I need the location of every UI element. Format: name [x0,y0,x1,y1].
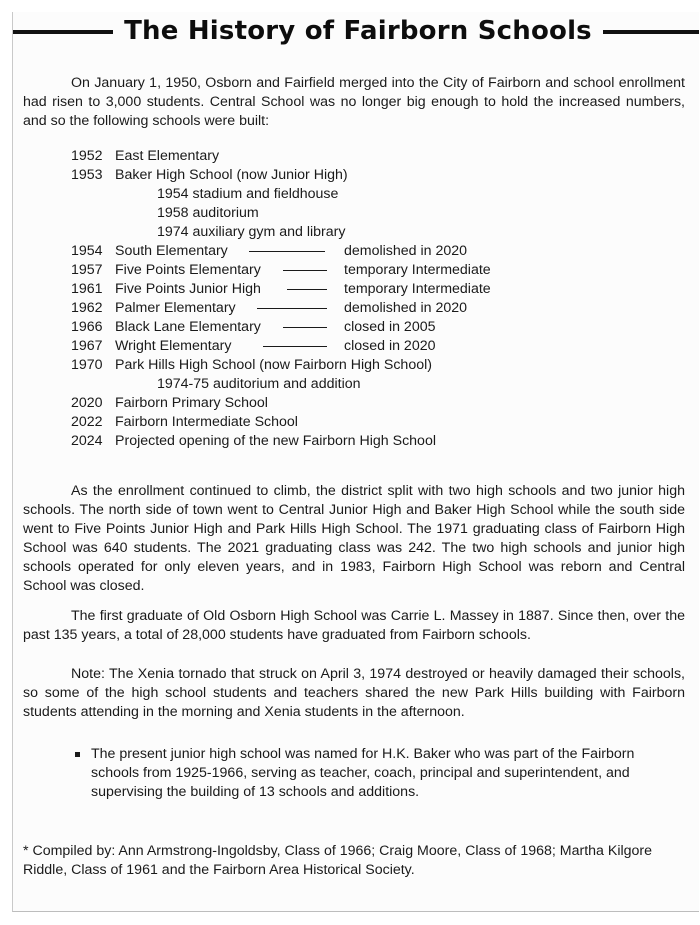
timeline-school: Palmer Elementary [115,300,236,316]
timeline-year: 1970 [71,357,103,373]
timeline-status: demolished in 2020 [344,243,468,259]
timeline-row [71,413,671,432]
timeline-row [71,432,671,451]
timeline-year: 1967 [71,338,103,354]
timeline-addition: 1954 stadium and fieldhouse [157,186,339,202]
timeline-row [71,375,671,394]
timeline-status: temporary Intermediate [344,281,491,297]
timeline-year: 2020 [71,395,103,411]
title-rule-right [603,30,699,34]
tornado-note-paragraph: Note: The Xenia tornado that struck on April 3, 1974 destroyed or heavily damaged their schools, so some of the high school students and teachers shared the new Park Hills building with Fairborn students attending in the morning and Xenia students in the afternoon. [23,666,685,720]
compiled-by-credits: * Compiled by: Ann Armstrong-Ingoldsby, Class of 1966; Craig Moore, Class of 1968; Martha Kilgore Riddle, Class of 1961 and the Fairborn Area Historical Society. [23,843,653,878]
timeline-status: closed in 2020 [344,338,436,354]
timeline-row [71,261,671,280]
title-rule-left [13,30,113,34]
school-timeline [71,147,671,451]
leader-line [257,308,327,309]
timeline-school: Baker High School (now Junior High) [115,167,348,183]
timeline-school: Black Lane Elementary [115,319,261,335]
timeline-school: Five Points Junior High [115,281,261,297]
bullet-marker [75,752,80,757]
timeline-row [71,166,671,185]
timeline-row [71,299,671,318]
leader-line [287,289,327,290]
timeline-school: Fairborn Intermediate School [115,414,298,430]
leader-line [283,327,327,328]
leader-line [249,251,325,252]
timeline-row [71,318,671,337]
timeline-status: demolished in 2020 [344,300,468,316]
timeline-status: temporary Intermediate [344,262,491,278]
timeline-addition: 1958 auditorium [157,205,259,221]
timeline-year: 1954 [71,243,103,259]
timeline-row [71,356,671,375]
title-row [13,12,699,52]
timeline-row [71,147,671,166]
timeline-year: 1953 [71,167,103,183]
timeline-row [71,204,671,223]
timeline-row [71,394,671,413]
timeline-year: 1962 [71,300,103,316]
timeline-school: Fairborn Primary School [115,395,268,411]
timeline-year: 2022 [71,414,103,430]
enrollment-paragraph: As the enrollment continued to climb, the district split with two high schools and two junior high schools. The north side of town went to Central Junior High and Baker High School while the south side went to Five Points Junior High and Park Hills High School. The 1971 graduating class of Fairborn High School was 640 students. The 2021 graduating class was 242. The two high schools and junior high schools operated for only eleven years, and in 1983, Fairborn High School was reborn and Central School was closed. [23,483,685,594]
page-title: The History of Fairborn Schools [124,16,592,46]
leader-line [283,270,327,271]
document-page [12,12,699,912]
timeline-addition: 1974-75 auditorium and addition [157,376,361,392]
timeline-year: 2024 [71,433,103,449]
timeline-year: 1957 [71,262,103,278]
timeline-addition: 1974 auxiliary gym and library [157,224,346,240]
timeline-year: 1961 [71,281,103,297]
timeline-row [71,242,671,261]
timeline-row [71,185,671,204]
timeline-school: South Elementary [115,243,228,259]
first-graduate-paragraph: The first graduate of Old Osborn High School was Carrie L. Massey in 1887. Since then, over the past 135 years, a total of 28,000 students have graduated from Fairborn schools. [23,608,685,643]
timeline-school: Five Points Elementary [115,262,261,278]
timeline-school: Wright Elementary [115,338,232,354]
timeline-school: Projected opening of the new Fairborn High School [115,433,436,449]
intro-paragraph: On January 1, 1950, Osborn and Fairfield merged into the City of Fairborn and school enrollment had risen to 3,000 students. Central School was no longer big enough to hold the increased numbers, and so the following schools were built: [23,75,685,129]
timeline-year: 1952 [71,148,103,164]
leader-line [263,346,327,347]
bullet-text: The present junior high school was named for H.K. Baker who was part of the Fairborn schools from 1925-1966, serving as teacher, coach, principal and superintendent, and supervising the building of 13 schools and additions. [91,746,635,800]
timeline-row [71,280,671,299]
timeline-school: East Elementary [115,148,220,164]
timeline-year: 1966 [71,319,103,335]
timeline-row [71,337,671,356]
timeline-school: Park Hills High School (now Fairborn High School) [115,357,432,373]
timeline-row [71,223,671,242]
timeline-status: closed in 2005 [344,319,436,335]
